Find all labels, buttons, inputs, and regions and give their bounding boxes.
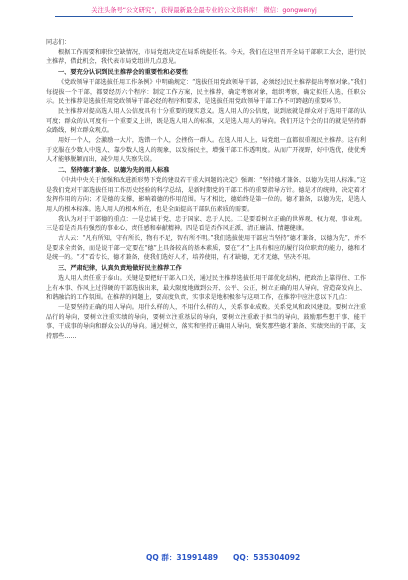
paragraph: 《党政领导干部选拔任用工作条例》中明确规定：“选拔任用党政领导干部，必须经过民主推荐提出考察对象。”我们每提拔一个干部，都要经历六个程序：制定工作方案，民主推荐，确定考察对象，组织考察，确定拟任人选，任职公示。民主推荐是选拔任用党政领导干部必经的程序和要求，是选拔任用党政领导干部工作不可跨越的重要环节。 bbox=[46, 78, 366, 106]
paragraph: 我认为对于干部德的重点：一是忠诚于党、忠于国家、忠于人民。二是要看树立正确的世界观、权力观、事业观。三是看是否具有强烈的事业心、责任感和奉献精神。四是看是否作风正派、清正廉洁、情趣健康。 bbox=[46, 215, 366, 233]
section-heading-1: 一、要充分认识到民主推荐会的重要性和必要性 bbox=[58, 69, 188, 77]
paragraph: 根据工作需要和职位空缺情况，市局党组决定在局系统提任名。今天，我们在这里召开全局干部职工大会，进行民主推荐，借此机会，我代表市局党组讲几点意见。 bbox=[46, 48, 366, 66]
qq-group-number: QQ 群：31991489 bbox=[146, 553, 219, 562]
document-body bbox=[46, 38, 366, 342]
footer bbox=[0, 552, 408, 566]
banner-text: 关注头条号“公文研究”，获得最新最全最专业的公文资料库！ 微信：gongwenyj bbox=[91, 7, 317, 14]
section-heading-3: 三、严肃纪律，认真负责地做好民主推荐工作 bbox=[58, 265, 182, 273]
qq-number: QQ：535304092 bbox=[233, 553, 301, 562]
paragraph: 《中共中央关于加强和改进新形势下党的建设若干重大问题的决定》强调：“坚持德才兼备、以德为先用人标准。”这是我们党对干部选拔任用工作历史经验的科学总结，是新时期党的干部工作的重要指导方针。德是才的统帅，决定着才发挥作用的方向；才是德的支撑，影响着德的作用范围。与才相比，德始终是第一位的。德才兼备，以德为先，是选人用人的根本标准。选人用人的根本所在，也是全面提高干部队伍素质的需要。 bbox=[46, 176, 366, 213]
paragraph: 古人云：“凡有所知，守有所长，物有不足，智有所不明。”我们选拔使用干部应当坚持“德才兼备，以德为先”，并不是要求全责备，而是说干部一定要在“德”上具备较高的基本素质，要在“才”上具有相应的履行岗位职责的能力，德和才是统一的。“才”看专长，德才兼备，使我们选好人才，培养使用，有才缺德，无才无德，坚决不用。 bbox=[46, 235, 367, 262]
paragraph: 一是要坚持正确的用人导向。用什么样的人，不用什么样的人，关系事业成败。关系党风和政风建设。要树立注重品行的导向，要树立注重实绩的导向，要树立注重基层的导向，要树立注重敢于担当的导向，鼓励那些想干事、能干事、干成事的导向和群众公认的导向。通过树立，落实和坚持正确用人导向，褒奖那些德才兼备、实绩突出的干部，支持那些…… bbox=[46, 303, 366, 341]
paragraph: 民主推荐对提高选人用人公信度具有十分重要的现实意义。选人用人的公信度，说到底就是群众对于选用干部的认可度；群众的认可度有一个重要义上讲，既是选人用人的标准，又是选人用人的导向。我们开这个会的目的就是坚持群众路线，树立群众观点。 bbox=[46, 107, 366, 135]
paragraph: 用好一个人，会激励一大片，选错一个人，会挫伤一群人。在选人用人上，局党组一直都很重视民主推荐。这有利于克服在少数人中选人、靠少数人选人的现象，以发扬民主，增强干部工作透明度。从而广开视野，好中选优，使优秀人才能够脱颖而出，减少用人失察失误。 bbox=[46, 137, 366, 164]
section-heading-2: 二、坚持德才兼备、以德为先的用人标准 bbox=[58, 167, 170, 175]
header-banner bbox=[0, 0, 408, 34]
greeting: 同志们： bbox=[46, 39, 71, 46]
banner-divider bbox=[55, 16, 353, 17]
paragraph: 选人用人责任重于泰山。关键是要把好干部入口关，通过民主推荐选拔任用干部优化结构，把政治上靠得住、工作上有本事、作风上过得硬的干部选拔出来，最大限度地做到公开、公平、公正，树立正确的用人导向，营造奋发向上、和谐融洽的工作氛围。在推荐的问题上，要高度负责，实事求是地积极参与这项工作，在推荐中应注意以下几点： bbox=[46, 274, 366, 302]
